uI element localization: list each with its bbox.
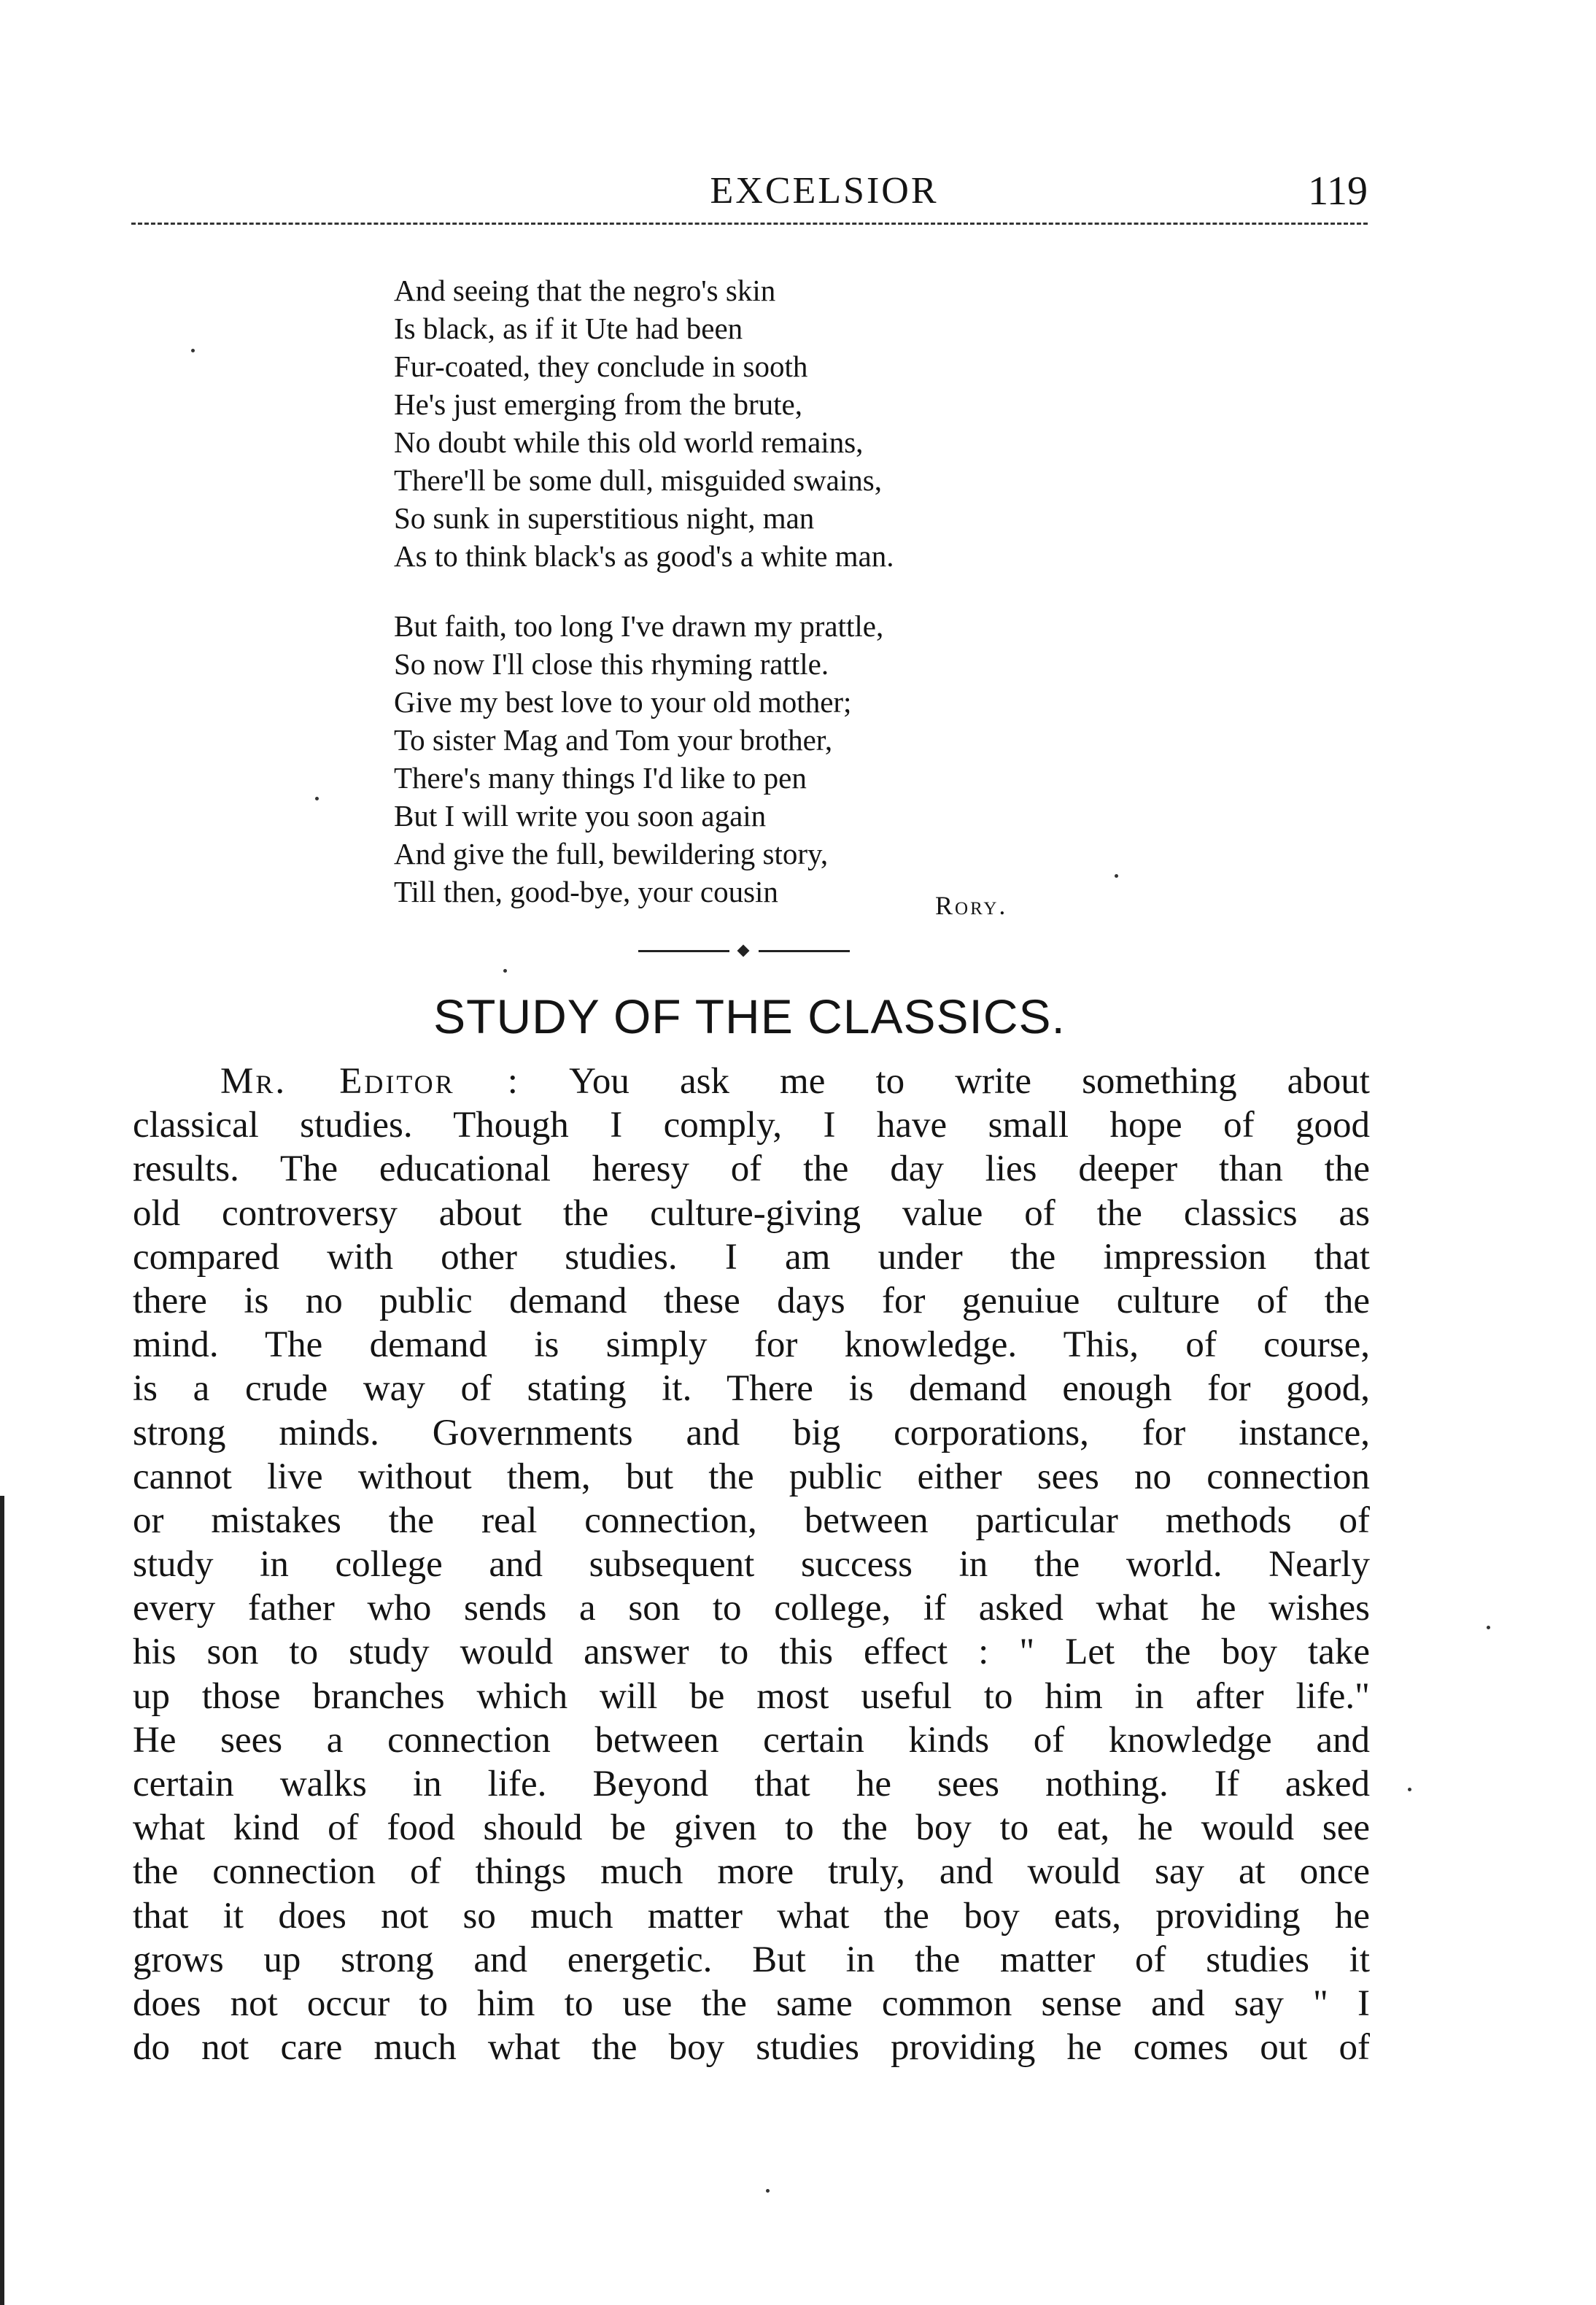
scan-speck (1408, 1788, 1411, 1791)
article-line: results. The educational heresy of the day lies deeper than the (133, 1148, 1370, 1190)
poem-line: But I will write you soon again (394, 799, 767, 833)
scan-speck (1487, 1626, 1490, 1629)
article-line: old controversy about the culture-giving value of the classics as (133, 1192, 1370, 1234)
poem-line: Give my best love to your old mother; (394, 685, 852, 719)
section-divider (638, 949, 850, 953)
article-line: the connection of things much more truly, and would say at once (133, 1851, 1370, 1893)
article-line: or mistakes the real connection, between particular methods of (133, 1499, 1370, 1541)
salutation: Mr. Editor : (220, 1061, 520, 1102)
scan-speck (503, 969, 507, 973)
article-line: there is no public demand these days for genuiue culture of the (133, 1280, 1370, 1321)
article-line: cannot live without them, but the public either sees no connection (133, 1456, 1370, 1497)
article-line: study in college and subsequent success in the world. Nearly (133, 1544, 1370, 1586)
scan-edge-artifact (0, 1496, 4, 2305)
poem-signature: Rory. (935, 891, 1008, 920)
poem-line: Till then, good-bye, your cousin (394, 875, 778, 908)
article-line: does not occur to him to use the same common sense and say " I (133, 1982, 1370, 2024)
poem-stanza (394, 607, 1094, 911)
poem-line: No doubt while this old world remains, (394, 425, 864, 459)
poem-line: But faith, too long I've drawn my prattle, (394, 609, 884, 643)
header-rule (131, 223, 1368, 225)
poem-line: There'll be some dull, misguided swains, (394, 463, 882, 497)
running-header (131, 162, 1368, 220)
article-line: up those branches which will be most useful to him in after life." (133, 1675, 1370, 1717)
article-line: He sees a connection between certain kinds of knowledge and (133, 1719, 1370, 1761)
poem (394, 271, 1094, 943)
scan-speck (191, 349, 195, 352)
article-line: is a crude way of stating it. There is demand enough for good, (133, 1368, 1370, 1410)
article-line: what kind of food should be given to the boy to eat, he would see (133, 1807, 1370, 1849)
poem-line: As to think black's as good's a white man. (394, 539, 894, 573)
running-title: EXCELSIOR (710, 170, 939, 212)
article-line: that it does not so much matter what the boy eats, providing he (133, 1895, 1370, 1937)
poem-line: And give the full, bewildering story, (394, 837, 829, 870)
article-title: STUDY OF THE CLASSICS. (433, 989, 1066, 1043)
article-line: compared with other studies. I am under the impression that (133, 1236, 1370, 1278)
article-line: mind. The demand is simply for knowledge. This, of course, (133, 1324, 1370, 1366)
scan-speck (1115, 874, 1118, 878)
article-first-line (133, 1059, 1370, 1103)
article-line: classical studies. Though I comply, I have small hope of good (133, 1105, 1370, 1146)
poem-line: Fur-coated, they conclude in sooth (394, 350, 808, 383)
poem-line: Is black, as if it Ute had been (394, 312, 743, 345)
article-line: certain walks in life. Beyond that he sees nothing. If asked (133, 1764, 1370, 1804)
scan-speck (315, 797, 319, 800)
divider-line-left (638, 950, 729, 952)
poem-line: So sunk in superstitious night, man (394, 501, 815, 535)
article-line: strong minds. Governments and big corporations, for instance, (133, 1412, 1370, 1453)
article-line: his son to study would answer to this effect : " Let the boy take (133, 1632, 1370, 1673)
scan-speck (766, 2189, 770, 2193)
poem-line: To sister Mag and Tom your brother, (394, 723, 833, 757)
poem-line: And seeing that the negro's skin (394, 274, 776, 307)
poem-stanza (394, 271, 1094, 575)
poem-line: He's just emerging from the brute, (394, 387, 803, 421)
poem-line: So now I'll close this rhyming rattle. (394, 647, 829, 681)
article-body (133, 1059, 1370, 2069)
divider-line-right (759, 950, 850, 952)
page-number: 119 (1308, 169, 1368, 214)
article-line: do not care much what the boy studies providing he comes out of (133, 2027, 1370, 2069)
article-line: grows up strong and energetic. But in the matter of studies it (133, 1939, 1370, 1980)
poem-line: There's many things I'd like to pen (394, 761, 807, 795)
article-line: every father who sends a son to college, if asked what he wishes (133, 1588, 1370, 1629)
divider-ornament-icon (737, 945, 750, 957)
first-line-text: You ask me to write something about (569, 1061, 1370, 1102)
